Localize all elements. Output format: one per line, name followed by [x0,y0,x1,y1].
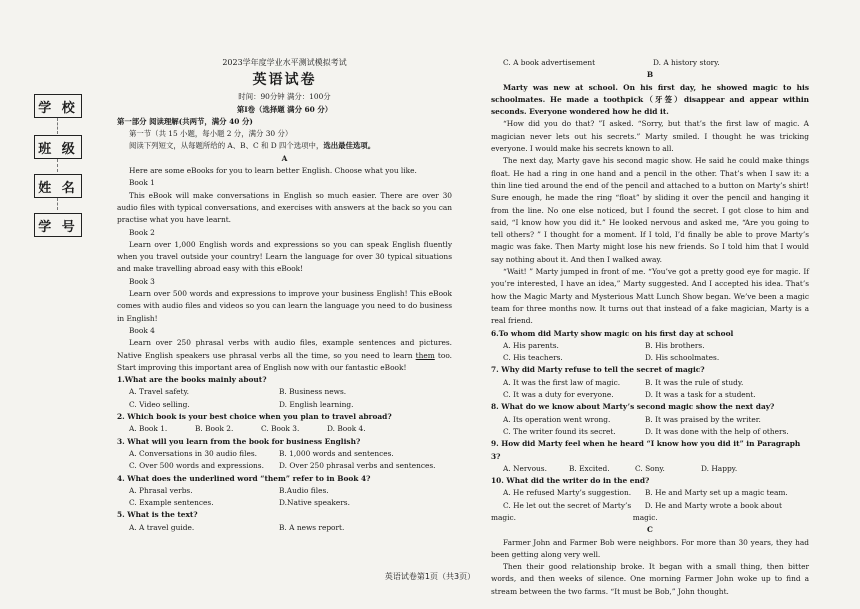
part-title: 第一部分 阅读理解(共两节，满分 40 分) [117,116,253,126]
question-stem: 4. What does the underlined word “them” refer to in Book 4? [117,473,371,483]
answer-option[interactable]: D. Book 4. [327,424,366,434]
answer-option[interactable]: B. 1,000 words and sentences. [279,448,394,458]
instructions [117,140,452,152]
question-stem: 3. What will you learn from the book for business English? [117,436,361,446]
time-score: 时间：90分钟 满分：100分 [238,92,331,102]
student-id-field-label: 学 号 [34,213,82,237]
answer-option[interactable]: C. He let out the secret of Marty’s magic. [491,500,632,522]
passage-b-paragraph: Marty was new at school. On his first day, he showed magic to his schoolmates. He made a toothpick（牙签）disappear and appear within seconds. Everyone wondered how he did it. [491,82,809,117]
answer-option[interactable]: A. A travel guide. [129,522,195,532]
answer-option[interactable]: D. He and Marty wrote a book about magic. [632,500,783,522]
instruction-emphasis: 选出最佳选项。 [323,141,376,151]
name-field-label: 姓 名 [34,174,82,198]
book-1-text: This eBook will make conversations in English so much easier. There are over 30 audio files with typical conversations, and exercises with answers at the back so you can practise what you have learnt. [117,190,452,225]
answer-option[interactable]: A. It was the first law of magic. [503,377,621,387]
answer-option[interactable]: B. It was the rule of study. [645,377,744,387]
book-4-text [117,337,452,374]
answer-option[interactable]: B. Business news. [279,387,347,397]
questions-b [491,328,809,525]
passage-c-paragraph: Then their good relationship broke. It began with a small thing, then bitter words, and then weeks of silence. One morning Farmer John woke up to find a stream between the two farms. “It must be Bob,” John thought. [491,562,809,596]
answer-option[interactable]: B. It was praised by the writer. [645,414,761,424]
answer-option[interactable]: C. Over 500 words and expressions. [129,461,264,471]
class-field-label: 班 级 [34,135,82,159]
answer-option[interactable]: B. Excited. [569,463,610,473]
answer-option[interactable]: C. Sony. [635,463,665,473]
answer-option[interactable]: C. A book advertisement [503,58,596,67]
subject-title: 英语试卷 [252,72,317,89]
section-title: 第一节（共 15 小题，每小题 2 分，满分 30 分） [129,129,293,139]
question-stem: 2. Which book is your best choice when you plan to travel abroad? [117,412,392,422]
school-field-label: 学 校 [34,94,82,118]
answer-option[interactable]: A. Phrasal verbs. [129,485,193,495]
passage-c-paragraph: Farmer John and Farmer Bob were neighbors. For more than 30 years, they had been getting along very well. [491,537,809,559]
answer-option[interactable]: D. It was a task for a student. [645,390,756,400]
book-3-title: Book 3 [129,276,155,286]
book-4-text-before: Learn over 250 phrasal verbs with audio files, example sentences and pictures. Native English speakers use phrasal verbs all the time, so you need to learn [117,338,452,360]
book-2-text: Learn over 1,000 English words and expressions so you can speak English fluently when you travel outside your country! Learn the language for over 30 typical situations and make travelling abroad easy with this eBook! [117,239,452,274]
passage-a-letter: A [281,153,288,163]
book-4-text-after: too. Start improving this important area of English now with our fantastic eBook! [117,350,452,372]
answer-option[interactable]: B.Audio files. [279,485,329,495]
answer-option[interactable]: D. Happy. [701,463,738,473]
question-stem: 5. What is the text? [117,510,198,520]
exam-name: 2023学年度学业水平测试模拟考试 [222,58,347,67]
answer-option[interactable]: C. The writer found its secret. [503,426,616,436]
underlined-word: them [415,350,435,360]
answer-option[interactable]: A. Its operation went wrong. [503,414,611,424]
question-stem: 1.What are the books mainly about? [117,375,267,385]
question-stem: 10. What did the writer do in the end? [491,476,650,486]
book-2-title: Book 2 [129,227,155,237]
answer-option[interactable]: C. It was a duty for everyone. [503,390,614,400]
question-stem: 6.To whom did Marty show magic on his first day at school [491,328,734,338]
answer-option[interactable]: B. He and Marty set up a magic team. [645,488,788,498]
answer-option[interactable]: C. Book 3. [261,424,300,434]
answer-option[interactable]: D. A history story. [653,58,720,67]
passage-b-paragraph: The next day, Marty gave his second magic show. He said he could make things float. He had a ring in one hand and a pencil in the other. That’s when I saw it: a thin line tied around the end of the pencil and attached to a button on Marty’s shirt! Sure enough, he made the ring “float” by sliding it over the pencil and hanging it from the line. No one else noticed, but I found the secret. I got close to him and said, “I know how you did it.” He looked nervous and asked me, “Are you going to tell others? ” I thought for a moment. If I told, I’d finally be able to prove Marty’s magic was fake. Then Marty might lose his new friends. So I told him that I would say nothing about it. And then I walked away. [491,156,809,264]
sidebar-divider [57,118,58,134]
sidebar-divider [57,159,58,172]
passage-b-paragraph: “How did you do that? ”I asked. “Sorry, but that’s the first law of magic. A magician never lets out his secrets.” Marty smiled. I thought he was tricking everyone. I would make his secrets known to all. [491,119,809,154]
answer-option[interactable]: D. English learning. [279,399,354,409]
answer-option[interactable]: A. Travel safety. [129,387,189,397]
answer-option[interactable]: A. He refused Marty’s suggestion. [503,488,632,498]
question-stem: 8. What do we know about Marty’s second magic show the next day? [491,402,775,412]
answer-option[interactable]: C. Example sentences. [129,498,214,508]
left-column [117,57,452,534]
instruction-text: 阅读下列短文，从每题所给的 A、B、C 和 D 四个选项中， [129,141,324,151]
answer-option[interactable]: C. His teachers. [503,353,563,363]
answer-option[interactable]: A. Conversations in 30 audio files. [129,448,257,458]
answer-option[interactable]: B. A news report. [279,522,345,532]
answer-option[interactable]: A. Nervous. [503,463,547,473]
sidebar-divider [57,198,58,210]
passage-a-intro: Here are some eBooks for you to learn better English. Choose what you like. [129,166,417,176]
question-stem: 7. Why did Marty refuse to tell the secret of magic? [491,365,705,375]
book-4-title: Book 4 [129,325,155,335]
right-column [491,57,809,598]
answer-option[interactable]: B. His brothers. [645,340,705,350]
answer-option[interactable]: D. It was done with the help of others. [645,426,789,436]
page-footer: 英语试卷第1页（共3页） [384,572,476,581]
question-stem: 9. How did Marty feel when he heard “I know how you did it” in Paragraph 3? [491,439,801,461]
book-1-title: Book 1 [129,178,155,188]
answer-option[interactable]: D. Over 250 phrasal verbs and sentences. [279,461,436,471]
student-info-sidebar [30,88,88,238]
passage-c-letter: C [647,525,653,535]
answer-option[interactable]: D.Native speakers. [279,498,350,508]
questions-a [117,374,452,534]
volume-title: 第Ⅰ卷（选择题 满分 60 分） [236,104,333,114]
book-3-text: Learn over 500 words and expressions to improve your business English! This eBook comes with audio files and videos so you can learn the language you need to do business in English! [117,289,452,323]
answer-option[interactable]: D. His schoolmates. [645,353,720,363]
question-5-continued [491,57,809,69]
answer-option[interactable]: B. Book 2. [195,424,234,434]
answer-option[interactable]: A. His parents. [503,340,559,350]
passage-b-letter: B [646,70,654,80]
answer-option[interactable]: A. Book 1. [129,424,168,434]
answer-option[interactable]: C. Video selling. [129,399,190,409]
passage-b-paragraph: “Wait! ” Marty jumped in front of me. “You’ve got a pretty good eye for magic. If you’re interested, I have an idea,” Marty suggested. And I accepted his idea. That’s how the Magic Marty and Mysterious Matt Lunch Show began. We’ve been a magic team for three months now. It turns out that instead of a fake magician, Marty is a real friend. [491,267,809,326]
